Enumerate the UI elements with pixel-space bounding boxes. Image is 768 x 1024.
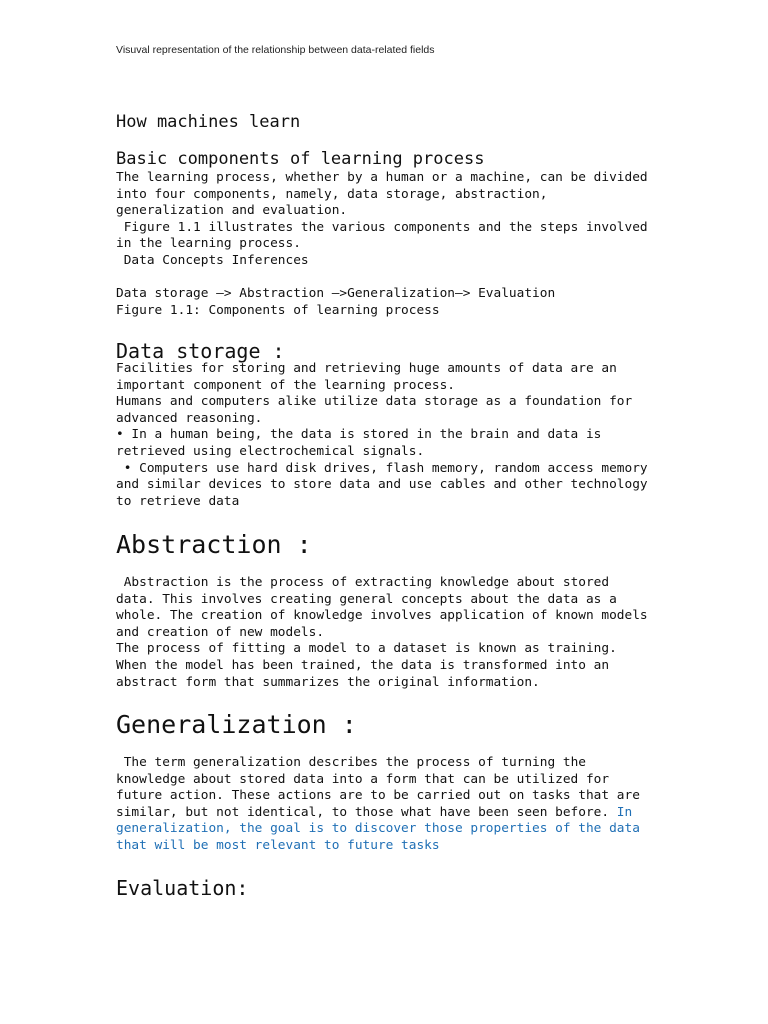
section-subtitle: Basic components of learning process xyxy=(116,149,485,169)
evaluation-heading: Evaluation: xyxy=(116,876,249,900)
intro-paragraph: The learning process, whether by a human or a machine, can be divided into four components, namely, data storage, abstraction, generalization and evaluation. Figure 1.1 illustrates the various components and the steps involved in the learning process. Data Concepts Inferences Data storage —> Abstraction —>Generalization—> Evaluation Figure 1.1: Components of learning process xyxy=(116,170,648,318)
page-title: How machines learn xyxy=(116,112,301,132)
data-storage-paragraph: Facilities for storing and retrieving huge amounts of data are an important component of the learning process. Humans and computers alike utilize data storage as a foundation for advanced reasoning. • In a human being, the data is stored in the brain and data is retrieved using electrochemical signals. • Computers use hard disk drives, flash memory, random access memory and similar devices to store data and use cables and other technology to retrieve data xyxy=(116,361,648,509)
generalization-text: The term generalization describes the process of turning the knowledge about stored data into a form that can be utilized for future action. These actions are to be carried out on tasks that are similar, but not identical, to those what have been seen before. xyxy=(116,755,640,820)
generalization-paragraph xyxy=(116,755,656,855)
abstraction-paragraph: Abstraction is the process of extracting knowledge about stored data. This involves creating general concepts about the data as a whole. The creation of knowledge involves application of known models and creation of new models. The process of fitting a model to a dataset is known as training. When the model has been trained, the data is transformed into an abstract form that summarizes the original information. xyxy=(116,575,648,690)
running-header: Visuval representation of the relationship between data-related fields xyxy=(116,44,435,56)
generalization-heading: Generalization : xyxy=(116,710,357,739)
data-storage-heading: Data storage : xyxy=(116,339,285,363)
abstraction-heading: Abstraction : xyxy=(116,530,312,559)
generalization-highlight: In generalization, the goal is to discover those properties of the data that will be most relevant to future tasks xyxy=(116,804,640,853)
